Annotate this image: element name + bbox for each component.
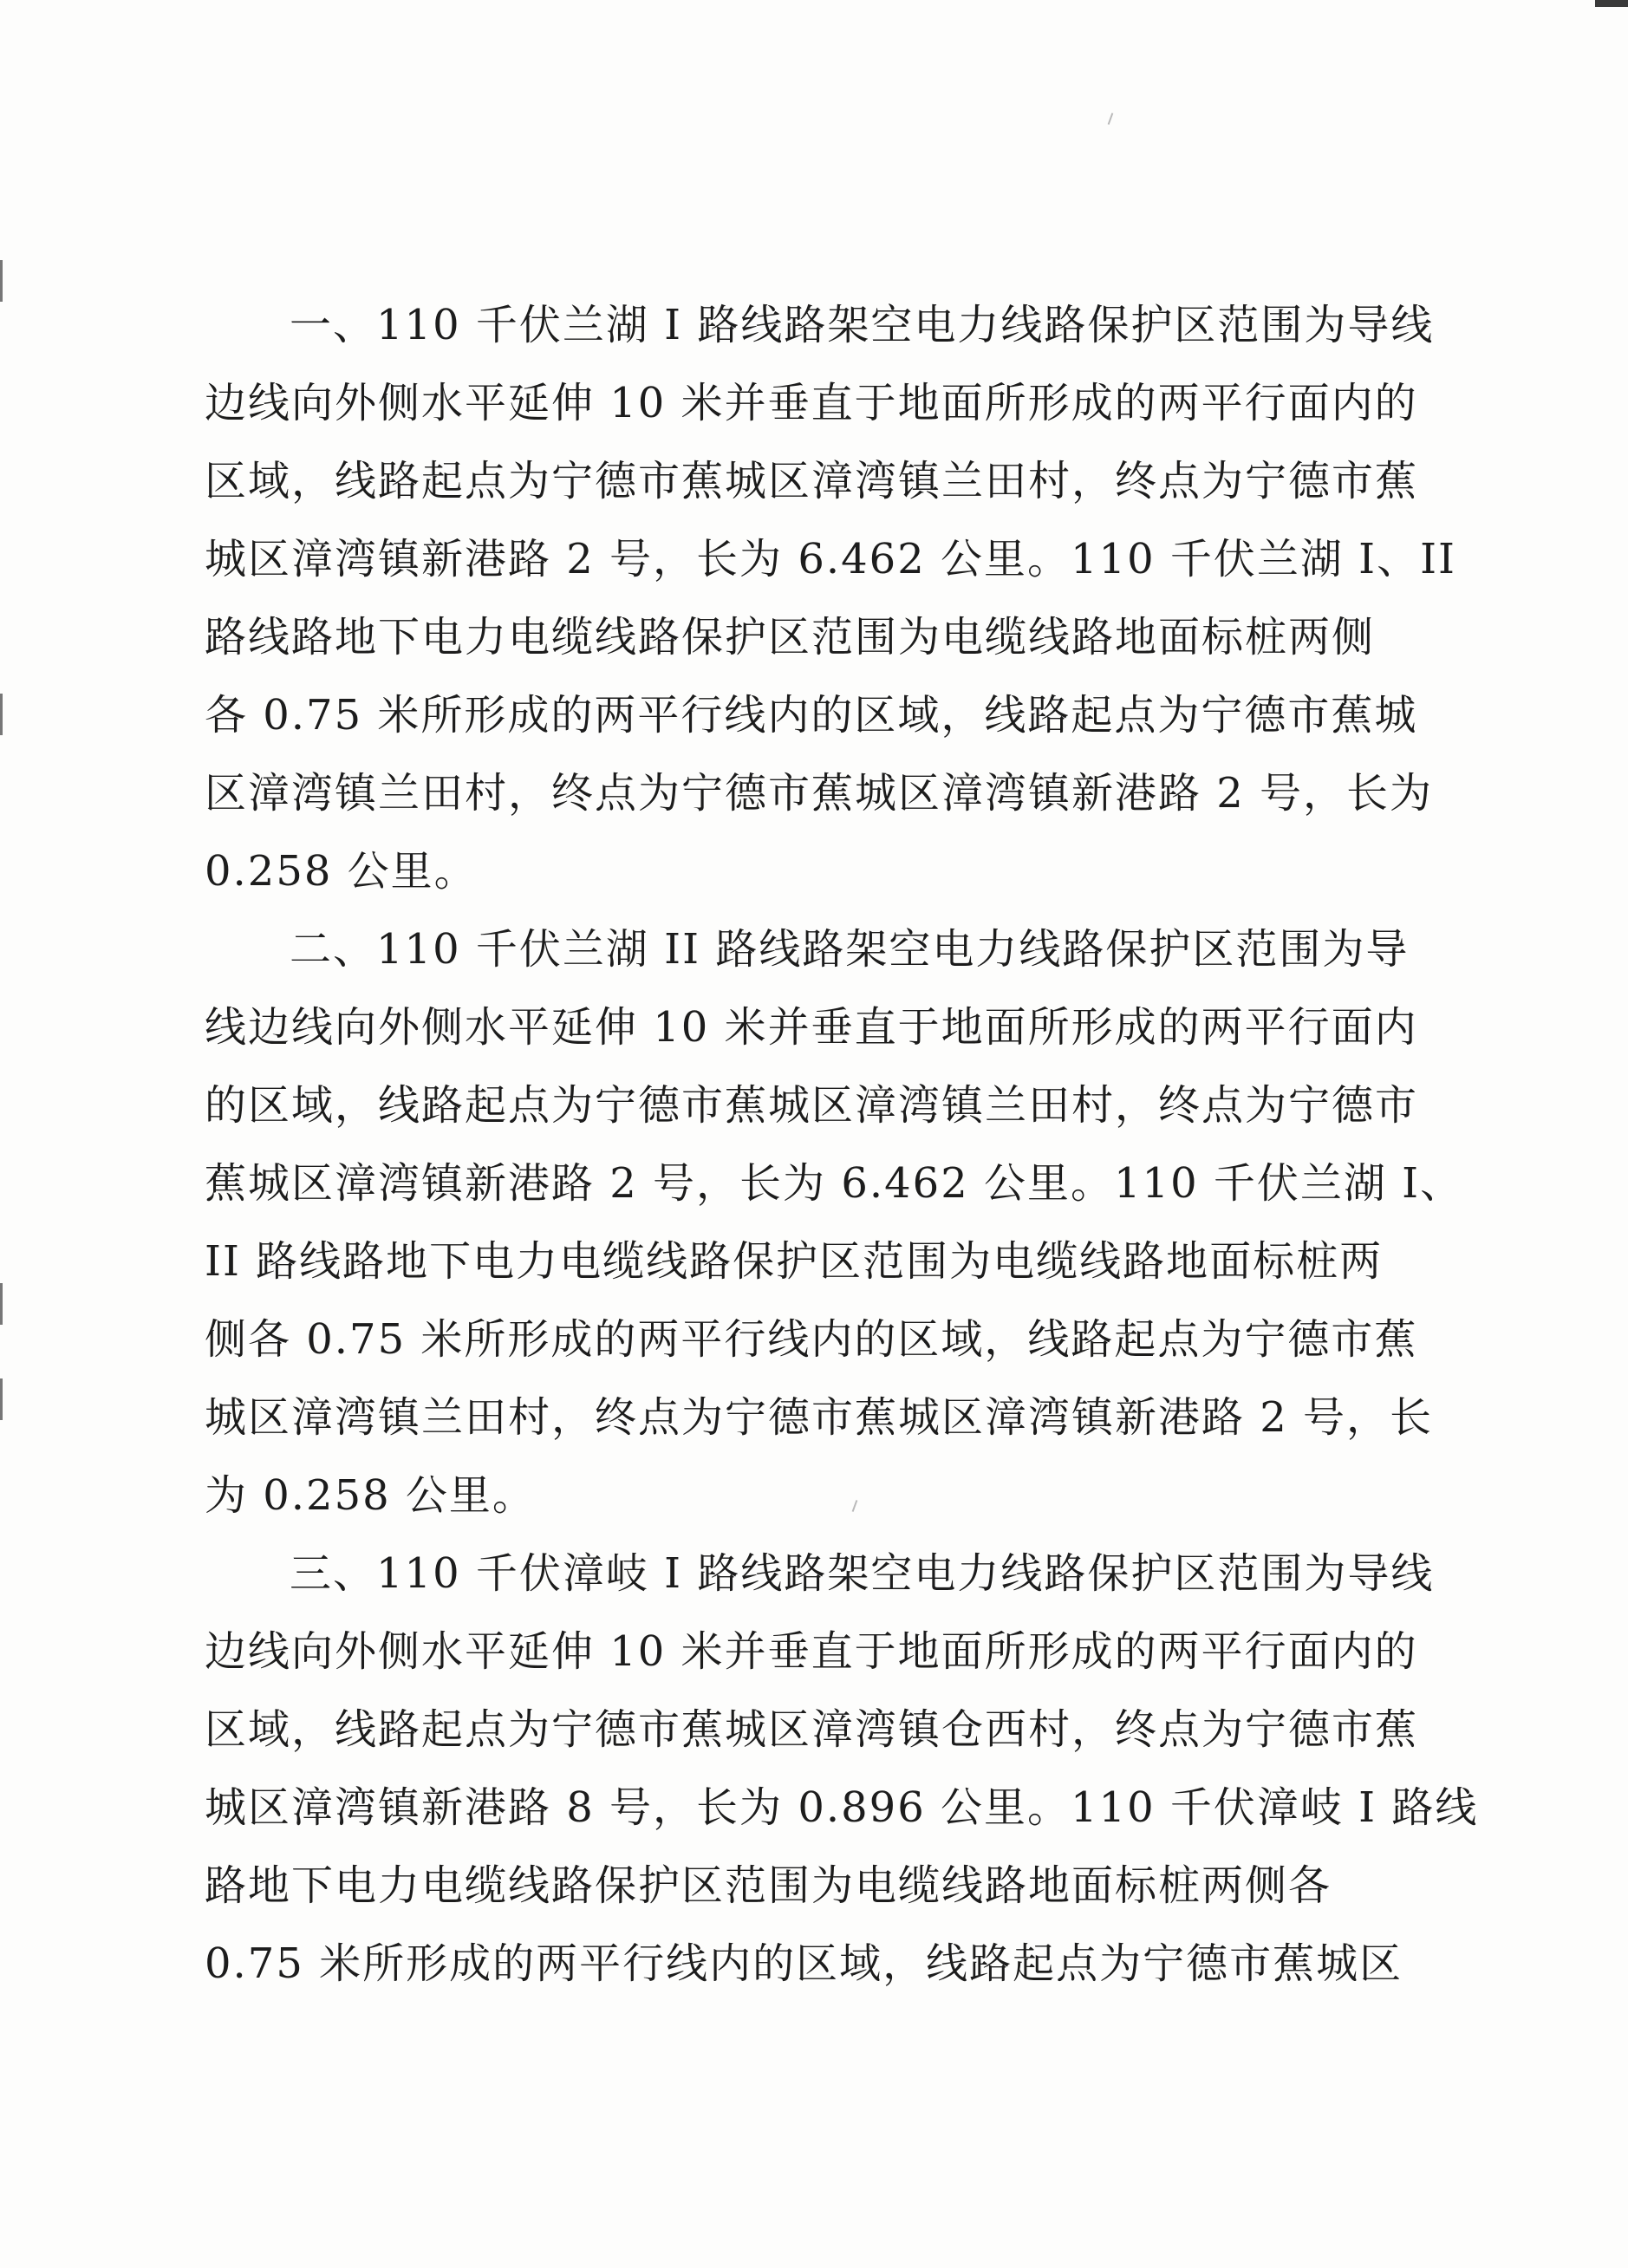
paragraph-3-line-6: 0.75 米所形成的两平行线内的区域，线路起点为宁德市蕉城区 xyxy=(205,1939,1403,1988)
paragraph-2-line-5: II 路线路地下电力电缆线路保护区范围为电缆线路地面标桩两 xyxy=(205,1237,1384,1286)
paragraph-2-line-6: 侧各 0.75 米所形成的两平行线内的区域，线路起点为宁德市蕉 xyxy=(205,1315,1418,1364)
paragraph-3-line-4: 城区漳湾镇新港路 8 号，长为 0.896 公里。110 千伏漳岐 I 路线 xyxy=(205,1783,1479,1832)
paragraph-3-line-2: 边线向外侧水平延伸 10 米并垂直于地面所形成的两平行面内的 xyxy=(205,1627,1418,1676)
paragraph-3-line-1: 三、110 千伏漳岐 I 路线路架空电力线路保护区范围为导线 xyxy=(290,1549,1435,1598)
body-text xyxy=(205,286,1479,2003)
paragraph-2-line-8: 为 0.258 公里。 xyxy=(205,1471,536,1520)
paragraph-3-line-3: 区域，线路起点为宁德市蕉城区漳湾镇仓西村，终点为宁德市蕉 xyxy=(205,1705,1419,1754)
paragraph-2-line-3: 的区域，线路起点为宁德市蕉城区漳湾镇兰田村，终点为宁德市 xyxy=(205,1081,1419,1130)
scan-edge-mark xyxy=(1595,0,1628,7)
scan-speck xyxy=(1108,113,1114,125)
scan-edge-mark xyxy=(0,694,3,735)
paragraph-2-line-1: 二、110 千伏兰湖 II 路线路架空电力线路保护区范围为导 xyxy=(290,925,1410,974)
paragraph-1-line-2: 边线向外侧水平延伸 10 米并垂直于地面所形成的两平行面内的 xyxy=(205,379,1418,427)
scan-edge-mark xyxy=(0,260,3,302)
paragraph-3-line-5: 路地下电力电缆线路保护区范围为电缆线路地面标桩两侧各 xyxy=(205,1861,1332,1910)
paragraph-1-line-6: 各 0.75 米所形成的两平行线内的区域，线路起点为宁德市蕉城 xyxy=(205,691,1418,740)
paragraph-1-line-3: 区域，线路起点为宁德市蕉城区漳湾镇兰田村，终点为宁德市蕉 xyxy=(205,457,1419,505)
paragraph-2-line-4: 蕉城区漳湾镇新港路 2 号，长为 6.462 公里。110 千伏兰湖 I、 xyxy=(205,1159,1464,1208)
paragraph-1-line-1: 一、110 千伏兰湖 I 路线路架空电力线路保护区范围为导线 xyxy=(290,301,1435,349)
paragraph-1-line-4: 城区漳湾镇新港路 2 号，长为 6.462 公里。110 千伏兰湖 I、II xyxy=(205,535,1457,583)
scan-edge-mark xyxy=(0,1283,3,1325)
paragraph-2-line-2: 线边线向外侧水平延伸 10 米并垂直于地面所形成的两平行面内 xyxy=(205,1003,1418,1052)
paragraph-2-line-7: 城区漳湾镇兰田村，终点为宁德市蕉城区漳湾镇新港路 2 号，长 xyxy=(205,1393,1434,1442)
paragraph-1-line-7: 区漳湾镇兰田村，终点为宁德市蕉城区漳湾镇新港路 2 号，长为 xyxy=(205,769,1434,818)
paragraph-1-line-8: 0.258 公里。 xyxy=(205,847,478,896)
scan-edge-mark xyxy=(0,1378,3,1420)
paragraph-1-line-5: 路线路地下电力电缆线路保护区范围为电缆线路地面标桩两侧 xyxy=(205,613,1376,662)
